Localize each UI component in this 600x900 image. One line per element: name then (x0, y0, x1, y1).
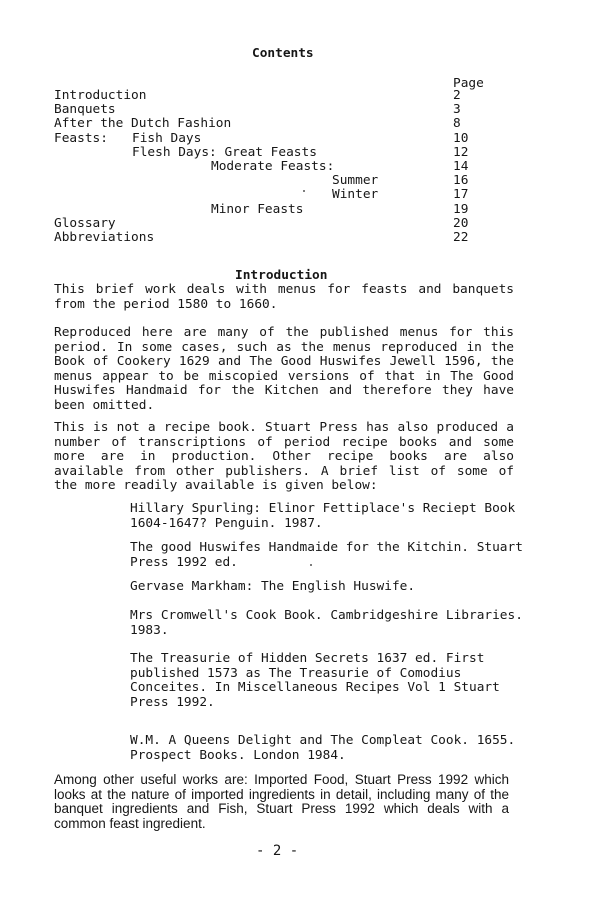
toc-entry-label: Fish Days (132, 131, 202, 146)
reference-item: Gervase Markham: The English Huswife. (130, 579, 416, 594)
page-number: - 2 - (256, 843, 299, 859)
toc-entry-page: 20 (453, 216, 469, 231)
toc-entry-label: Abbreviations (54, 230, 155, 245)
toc-entry-page: 16 (453, 173, 469, 188)
toc-entry-page: 10 (453, 131, 469, 146)
toc-entry-page: 2 (453, 88, 461, 103)
scan-speck (303, 190, 305, 192)
introduction-heading: Introduction (235, 268, 328, 283)
toc-entry-page: 8 (453, 116, 461, 131)
toc-entry-page: 12 (453, 145, 469, 160)
reference-item: Hillary Spurling: Elinor Fettiplace's Reciept Book 1604-1647? Penguin. 1987. (130, 501, 516, 531)
toc-entry-label: Glossary (54, 216, 116, 231)
intro-paragraph: This brief work deals with menus for feasts and banquets from the period 1580 to 1660. (54, 282, 514, 312)
reference-item: The Treasurie of Hidden Secrets 1637 ed. First published 1573 as The Treasurie of Comodius Conceites. In Miscellaneous Recipes Vol 1 Stuart Press 1992. (130, 651, 500, 710)
intro-paragraph: Reproduced here are many of the published menus for this period. In some cases, such as the menus reproduced in the Book of Cookery 1629 and The Good Huswifes Jewell 1596, the menus appear to be miscopied versions of that in The Good Huswifes Handmaid for the Kitchen and therefore they have been omitted. (54, 325, 514, 413)
toc-entry-label: Introduction (54, 88, 147, 103)
toc-entry-label: Winter (332, 187, 379, 202)
toc-entry-label: After the Dutch Fashion (54, 116, 232, 131)
toc-entry-page: 22 (453, 230, 469, 245)
toc-entry-label: Moderate Feasts: (211, 159, 335, 174)
toc-page-header: Page (453, 76, 484, 91)
closing-paragraph: Among other useful works are: Imported Food, Stuart Press 1992 which looks at the nature of imported ingredients in detail, including many of the banquet ingredients and Fish, Stuart Press 1992 which deals with a common feast ingredient. (54, 772, 509, 831)
contents-title: Contents (252, 46, 314, 61)
toc-entry-label: Summer (332, 173, 379, 188)
toc-entry-label: Feasts: (54, 131, 108, 146)
reference-item: W.M. A Queens Delight and The Compleat Cook. 1655. Prospect Books. London 1984. (130, 733, 516, 763)
toc-entry-label: Flesh Days: Great Feasts (132, 145, 317, 160)
toc-entry-page: 17 (453, 187, 469, 202)
scan-speck (310, 564, 312, 566)
toc-entry-page: 19 (453, 202, 469, 217)
reference-item: The good Huswifes Handmaide for the Kitchin. Stuart Press 1992 ed. (130, 540, 523, 570)
toc-entry-page: 3 (453, 102, 461, 117)
toc-entry-label: Minor Feasts (211, 202, 304, 217)
toc-entry-label: Banquets (54, 102, 116, 117)
intro-paragraph: This is not a recipe book. Stuart Press has also produced a number of transcriptions of period recipe books and some more are in production. Other recipe books are also available from other publishers. A brief list of some of the more readily available is given below: (54, 420, 514, 493)
toc-entry-page: 14 (453, 159, 469, 174)
reference-item: Mrs Cromwell's Cook Book. Cambridgeshire Libraries. 1983. (130, 608, 523, 638)
